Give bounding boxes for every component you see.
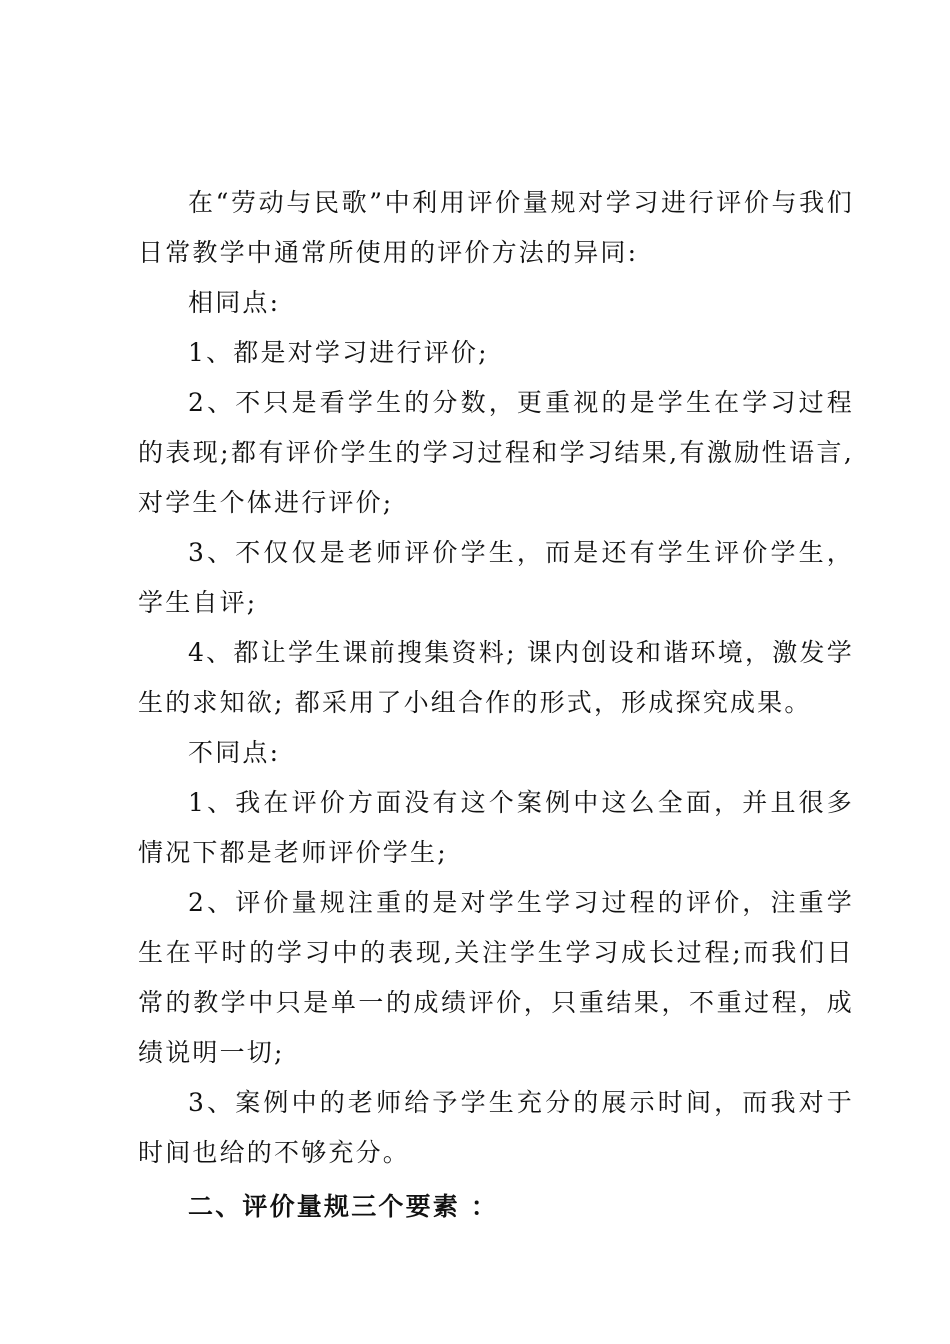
similarity-item-1: 1、都是对学习进行评价; — [188, 338, 489, 367]
difference-item-1: 1、我在评价方面没有这个案例中这么全面，并且很多情况下都是老师评价学生; — [138, 788, 854, 867]
section-two-heading: 二、评价量规三个要素 ： — [188, 1192, 499, 1221]
similarity-item-2: 2、不只是看学生的分数，更重视的是学生在学习过程的表现;都有评价学生的学习过程和学习结果,有激励性语言,对学生个体进行评价; — [138, 388, 854, 517]
similarity-item-4: 4、都让学生课前搜集资料; 课内创设和谐环境，激发学生的求知欲; 都采用了小组合作的形式，形成探究成果。 — [138, 638, 854, 717]
document-body — [138, 178, 854, 1232]
difference-item-2: 2、评价量规注重的是对学生学习过程的评价，注重学生在平时的学习中的表现,关注学生学习成长过程;而我们日常的教学中只是单一的成绩评价，只重结果，不重过程，成绩说明一切; — [138, 888, 854, 1067]
similarity-item-3: 3、不仅仅是老师评价学生，而是还有学生评价学生，学生自评; — [138, 538, 854, 617]
intro-paragraph: 在“劳动与民歌”中利用评价量规对学习进行评价与我们日常教学中通常所使用的评价方法的异同: — [138, 188, 854, 267]
similarities-heading: 相同点: — [188, 288, 281, 317]
difference-item-3: 3、案例中的老师给予学生充分的展示时间，而我对于时间也给的不够充分。 — [138, 1088, 854, 1167]
differences-heading: 不同点: — [188, 738, 281, 767]
